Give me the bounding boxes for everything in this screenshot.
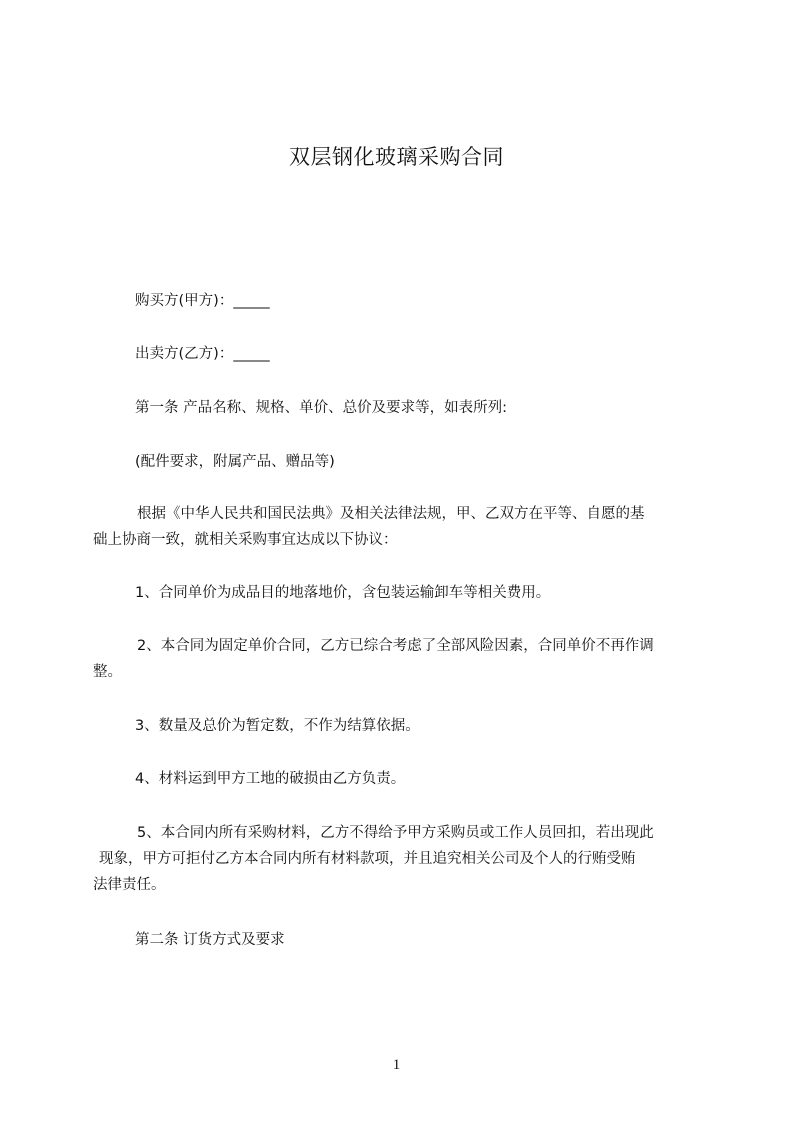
clause-5 [93, 820, 709, 898]
clause-5-line-3: 法律责任。 [93, 877, 166, 893]
seller-line: 出卖方(乙方)：_____ [135, 346, 270, 362]
clause-1: 1、合同单价为成品目的地落地价，含包装运输卸车等相关费用。 [135, 585, 551, 601]
clause-5-line-2: 现象，甲方可拒付乙方本合同内所有材料款项，并且追究相关公司及个人的行贿受贿 [99, 851, 636, 867]
clause-2 [93, 633, 709, 685]
page-number: 1 [392, 1057, 401, 1073]
document-title: 双层钢化玻璃采购合同 [289, 145, 504, 169]
intro-line-1: 根据《中华人民共和国民法典》及相关法律法规，甲、乙双方在平等、自愿的基 [137, 506, 645, 522]
article2-heading: 第二条 订货方式及要求 [135, 932, 285, 948]
clause-2-line-1: 2、本合同为固定单价合同，乙方已综合考虑了全部风险因素，合同单价不再作调 [137, 638, 654, 654]
clause-2-line-2: 整。 [93, 664, 122, 680]
buyer-line: 购买方(甲方)：_____ [135, 293, 270, 309]
clause-3: 3、数量及总价为暂定数，不作为结算依据。 [135, 718, 420, 734]
clause-5-line-1: 5、本合同内所有采购材料，乙方不得给予甲方采购员或工作人员回扣，若出现此 [137, 825, 654, 841]
intro-line-2: 础上协商一致，就相关采购事宜达成以下协议： [93, 532, 398, 548]
accessories-note: (配件要求，附属产品、赠品等) [135, 454, 335, 470]
article1-heading: 第一条 产品名称、规格、单价、总价及要求等，如表所列: [135, 400, 507, 416]
clause-4: 4、材料运到甲方工地的破损由乙方负责。 [135, 771, 406, 787]
intro-paragraph [93, 501, 709, 553]
